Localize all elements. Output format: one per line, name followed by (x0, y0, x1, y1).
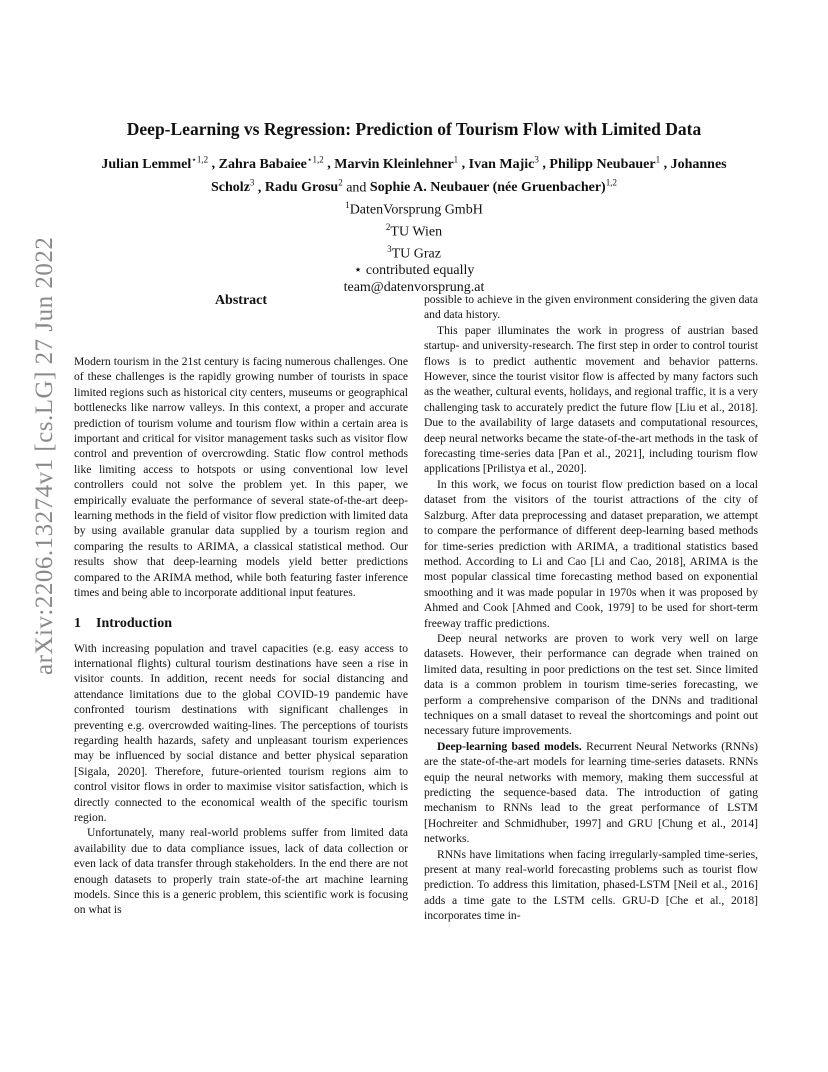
affiliation: $^1$DatenVorsprung GmbH (345, 200, 483, 218)
arxiv-identifier: arXiv:2206.13274v1 [cs.LG] 27 Jun 2022 (31, 236, 58, 675)
section-heading-introduction (74, 615, 408, 633)
author-list: Julian Lemmel$^{⋆1,2}$ , Zahra Babaiee$^{⋆1,2}$ , Marvin Kleinlehner$^1$ , Ivan Majic$^3$ , Philipp Neubauer$^1$ , Johannes Scholz$^3$ , Radu Grosu$^2$ and Sophie A. Neubauer (née Gruenbacher)$^{1,2}$ (101, 154, 727, 196)
author: Marvin Kleinlehner$^1$ (334, 154, 459, 172)
affiliation: $^2$TU Wien (385, 221, 443, 240)
affiliation: $^3$TU Graz (387, 243, 441, 262)
abstract-heading: Abstract (214, 293, 268, 308)
paragraph-text: Recurrent Neural Networks (RNNs) are the state-of-the-art models for learning time-series datasets. RNNs equip the neural networks with memory, making them successful at predicting the sequence-based data. The introduction of gating mechanism to RNNs lead to the great performance of LSTM [Hochreiter and Schmidhuber, 1997] and GRU [Chung et al., 2014] networks. (424, 739, 758, 846)
author: Zahra Babaiee$^{⋆1,2}$ (218, 154, 324, 172)
contact-email: team@datenvorsprung.at (343, 280, 485, 296)
author: Radu Grosu$^2$ (264, 177, 343, 196)
right-column (424, 292, 758, 924)
paragraph: In this work, we focus on tourist flow prediction based on a local dataset from the visitors of the tourist attractions of the city of Salzburg. After data preprocessing and dataset preparation, we attempt to compare the performance of different deep-learning based methods for time-series prediction with ARIMA, a traditional statistics based method. According to Li and Cao [Li and Cao, 2018], ARIMA is the most popular classical time forecasting method based on exponential smoothing and it was made popular in 1970s when it was proposed by Ahmed and Cook [Ahmed and Cook, 1979] to be used for short-term freeway traffic predictions. (424, 477, 758, 630)
author: Julian Lemmel$^{⋆1,2}$ (101, 154, 209, 172)
equal-contribution-note: ⋆ contributed equally (353, 263, 475, 279)
left-column (74, 292, 408, 918)
paragraph-run-in-heading: Deep-learning based models. (437, 739, 582, 753)
paragraph: possible to achieve in the given environment considering the given data and data history. (424, 293, 758, 322)
paragraph: Deep neural networks are proven to work very well on large datasets. However, their performance can degrade when trained on limited data, resulting in poor predictions on the test set. Since limited data is a common problem in tourism time-series forecasting, we perform a comprehensive comparison of the DNNs and traditional techniques on a small dataset to reveal the shortcomings and point out necessary future improvements. (424, 631, 758, 738)
author: Sophie A. Neubauer (née Gruenbacher)$^{1,2}$ (369, 177, 617, 196)
author: Philipp Neubauer$^1$ (549, 154, 661, 172)
author: Johannes Scholz$^3$ (211, 156, 727, 196)
author-and: and (346, 180, 367, 196)
abstract-text: Modern tourism in the 21st century is facing numerous challenges. One of these challenges is the rapidly growing number of tourists in space limited regions such as historical city centers, museums or geographical bottlenecks like narrow valleys. In this context, a proper and accurate prediction of tourism volume and tourism flow within a certain area is important and critical for visitor management tasks such as visitor flow control and prevention of overcrowding. Static flow control methods like limiting access to hotspots or using conventional low level controllers could not solve the problem yet. In this paper, we empirically evaluate the performance of several state-of-the-art deep-learning methods in the field of visitor flow prediction with limited data by using available granular data supplied by a tourism region and comparing the results to ARIMA, a classical statistical method. Our results show that deep-learning models yield better predictions compared to the ARIMA method, while both featuring faster inference times and being able to incorporate additional input features. (74, 355, 408, 600)
paragraph: Unfortunately, many real-world problems suffer from limited data availability due to data compliance issues, lack of data collection or even lack of data transfer through stakeholders. In the end there are not enough datasets to properly train state-of-the art machine learning models. Since this is a generic problem, this scientific work is focusing on what is (74, 826, 408, 917)
section-title: Introduction (96, 615, 172, 631)
paper-title: Deep-Learning vs Regression: Prediction of Tourism Flow with Limited Data (126, 119, 702, 139)
paragraph: This paper illuminates the work in progress of austrian based startup- and university-research. The first step in order to control tourist flows is to predict authentic movement and behavior patterns. However, since the tourist visitor flow is affected by many factors such as the weather, cultural events, holidays, and regional traffic, it is a very challenging task to accurately predict the future flow [Liu et al., 2018]. Due to the availability of large datasets and computational resources, deep neural networks became the state-of-the-art methods in the task of forecasting time-series data [Pan et al., 2021], including tourism flow applications [Prilistya et al., 2020]. (424, 323, 758, 476)
paper-header (60, 118, 768, 296)
paragraph: RNNs have limitations when facing irregularly-sampled time-series, present at many real-world forecasting problems such as tourist flow prediction. To address this limitation, phased-LSTM [Neil et al., 2016] adds a time gate to the LSTM cells. GRU-D [Che et al., 2018] incorporates time in- (424, 847, 758, 923)
paragraph (424, 739, 758, 847)
author: Ivan Majic$^3$ (468, 154, 539, 172)
paragraph: With increasing population and travel capacities (e.g. easy access to international flights) cultural tourism destinations have seen a rise in visitor counts. In addition, recent needs for social distancing and attendance limitations due to the global COVID-19 pandemic have confronted tourism destinations with significant challenges in preventing e.g. overcrowded waiting-lines. The perceptions of tourists regarding health hazards, safety and unpleasant tourism experiences may be influenced by social distance and better physical separation [Sigala, 2020]. Therefore, future-oriented tourism regions aim to control visitor flows in order to maximise visitor satisfaction, which is directly connected to the economical wealth of the specific tourism region. (74, 641, 408, 824)
section-number: 1 (74, 615, 81, 631)
